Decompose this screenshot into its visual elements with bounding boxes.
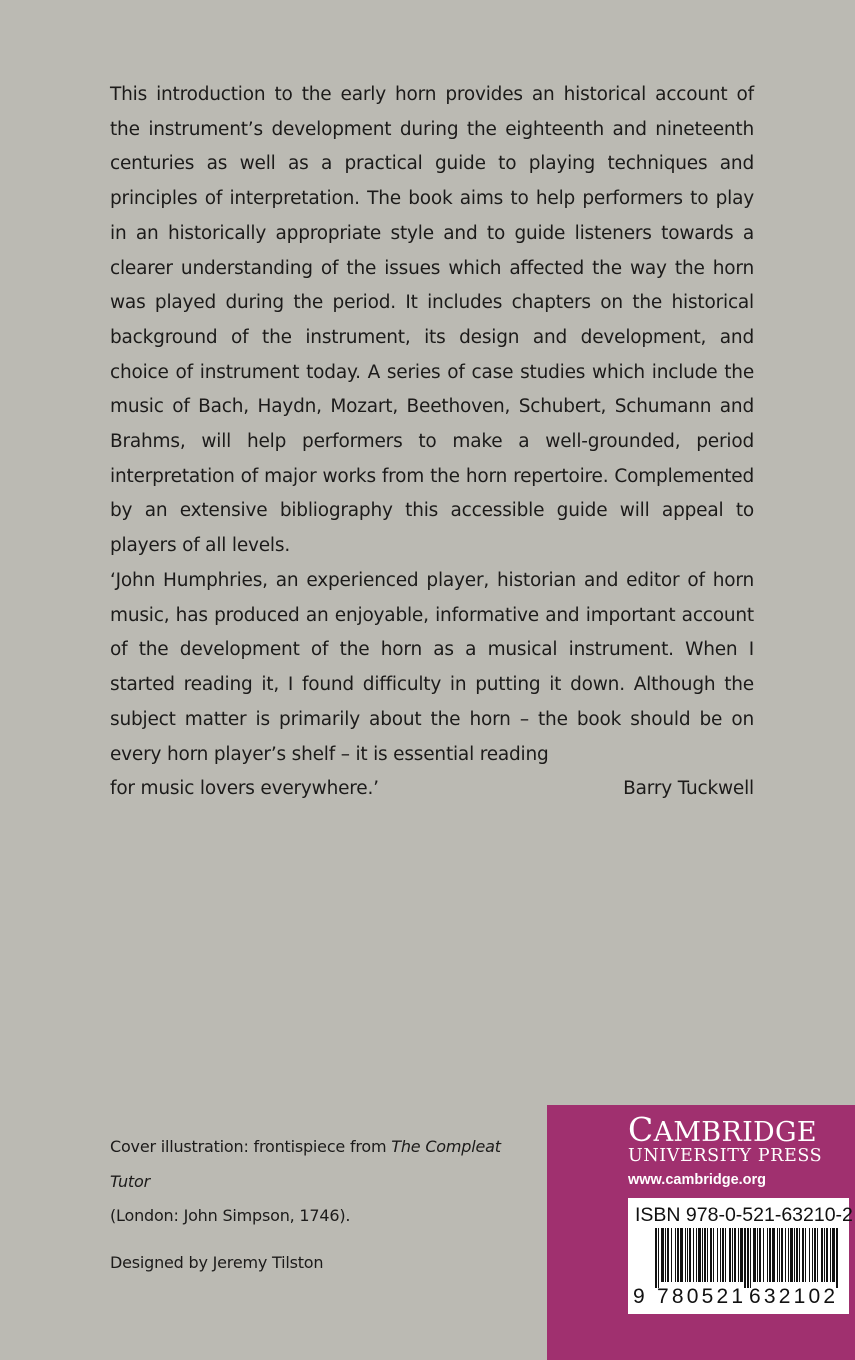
barcode-bar [809, 1228, 810, 1282]
barcode-bar [722, 1228, 724, 1282]
barcode-bar [665, 1228, 666, 1282]
cover-credit-prefix: Cover illustration: frontispiece from [110, 1137, 392, 1156]
barcode-bar [707, 1228, 708, 1282]
barcode-bar [777, 1228, 778, 1282]
barcode-bar [785, 1228, 786, 1282]
barcode-bar [698, 1228, 701, 1282]
barcode-bar [710, 1228, 712, 1282]
barcode-bar [704, 1228, 706, 1282]
barcode-block [628, 1198, 853, 1314]
barcode-bar [805, 1228, 806, 1282]
barcode-bar [826, 1228, 828, 1282]
barcode-bar [655, 1228, 657, 1288]
barcode-bar [729, 1228, 731, 1282]
barcode-digits-right: 632102 [749, 1285, 839, 1308]
cover-credits [110, 1130, 530, 1280]
barcode-bar [812, 1228, 813, 1282]
cover-credit-title: The Compleat Tutor [110, 1137, 501, 1191]
barcode-bars [655, 1228, 840, 1288]
barcode-bar [753, 1228, 756, 1282]
barcode-bar [687, 1228, 688, 1282]
publisher-url: www.cambridge.org [628, 1172, 767, 1188]
barcode-bar [685, 1228, 686, 1282]
endorsement-last-line [110, 772, 754, 807]
barcode-bar [750, 1228, 751, 1288]
barcode-bar [734, 1228, 736, 1282]
barcode-bar [821, 1228, 823, 1282]
endorsement [110, 564, 754, 807]
barcode-bar [832, 1228, 835, 1282]
barcode-bar [732, 1228, 733, 1282]
cover-credit-source: (London: John Simpson, 1746). [110, 1206, 351, 1225]
endorsement-text: ‘John Humphries, an experienced player, historian and editor of horn music, has produced an enjoyable, informative and important account of the development of the horn as a musical instrument. When I started reading it, I found difficulty in putting it down. Although the subject matter is primarily about the horn – the book should be on every horn player’s shelf – it is essential reading [110, 570, 754, 765]
barcode-bar [738, 1228, 739, 1282]
barcode-bar [824, 1228, 825, 1282]
barcode-bar [817, 1228, 818, 1282]
barcode-bar [680, 1228, 683, 1282]
barcode-bar [696, 1228, 697, 1282]
barcode-bar [667, 1228, 669, 1282]
barcode-bar [799, 1228, 800, 1282]
publisher-logo-initial: C [628, 1110, 654, 1149]
barcode-bar [802, 1228, 804, 1282]
barcode-bar [796, 1228, 798, 1282]
endorsement-author: Barry Tuckwell [623, 778, 754, 800]
cover-illustration-credit [110, 1130, 530, 1199]
barcode-bar [744, 1228, 746, 1288]
barcode-bar [757, 1228, 758, 1282]
barcode-bar [830, 1228, 831, 1282]
endorsement-closing: for music lovers everywhere.’ [110, 778, 379, 800]
barcode-bar [717, 1228, 718, 1282]
barcode-bar [702, 1228, 703, 1282]
barcode-bar [671, 1228, 672, 1282]
barcode-bar [769, 1228, 771, 1282]
back-cover-description: This introduction to the early horn provides an historical account of the instrument’s development during the eighteenth and nineteenth centuries as well as a practical guide to playing techniques and principles of interpretation. The book aims to help performers to play in an historically appropriate style and to guide listeners towards a clearer understanding of the issues which affected the way the horn was played during the period. It includes chapters on the historical background of the instrument, its design and development, and choice of instrument today. A series of case studies which include the music of Bach, Haydn, Mozart, Beethoven, Schubert, Schumann and Brahms, will help performers to make a well-grounded, period interpretation of major works from the horn repertoire. Complemented by an extensive bibliography this accessible guide will appeal to players of all levels. [110, 84, 754, 557]
barcode-bar [836, 1228, 838, 1288]
barcode-digits-left: 780521 [657, 1285, 747, 1308]
barcode-bar [790, 1228, 793, 1282]
barcode-bar [675, 1228, 676, 1282]
barcode-bar [720, 1228, 721, 1282]
publisher-logo-rest: AMBRIDGE [653, 1117, 817, 1148]
barcode-bar [772, 1228, 775, 1282]
barcode-bar [658, 1228, 659, 1288]
barcode-bar [725, 1228, 726, 1282]
barcode-bar [763, 1228, 764, 1282]
barcode-bar [781, 1228, 783, 1282]
barcode-bar [713, 1228, 714, 1282]
barcode-bar [759, 1228, 761, 1282]
barcode-bar [677, 1228, 679, 1282]
barcode-bar [661, 1228, 664, 1282]
barcode-bar [779, 1228, 780, 1282]
publisher-panel [547, 1105, 855, 1360]
barcode-bar [767, 1228, 768, 1282]
barcode-bar [740, 1228, 743, 1282]
barcode-bar [814, 1228, 816, 1282]
barcode-bar [788, 1228, 789, 1282]
designer-credit: Designed by Jeremy Tilston [110, 1252, 324, 1272]
barcode-bar [794, 1228, 795, 1282]
barcode-bar [689, 1228, 691, 1282]
barcode-bar [693, 1228, 694, 1282]
isbn-label: ISBN 978-0-521-63210-2 [635, 1204, 853, 1226]
publisher-logo-subtitle: UNIVERSITY PRESS [628, 1146, 823, 1166]
barcode-digit-lead: 9 [633, 1285, 645, 1308]
barcode-bar [747, 1228, 749, 1288]
